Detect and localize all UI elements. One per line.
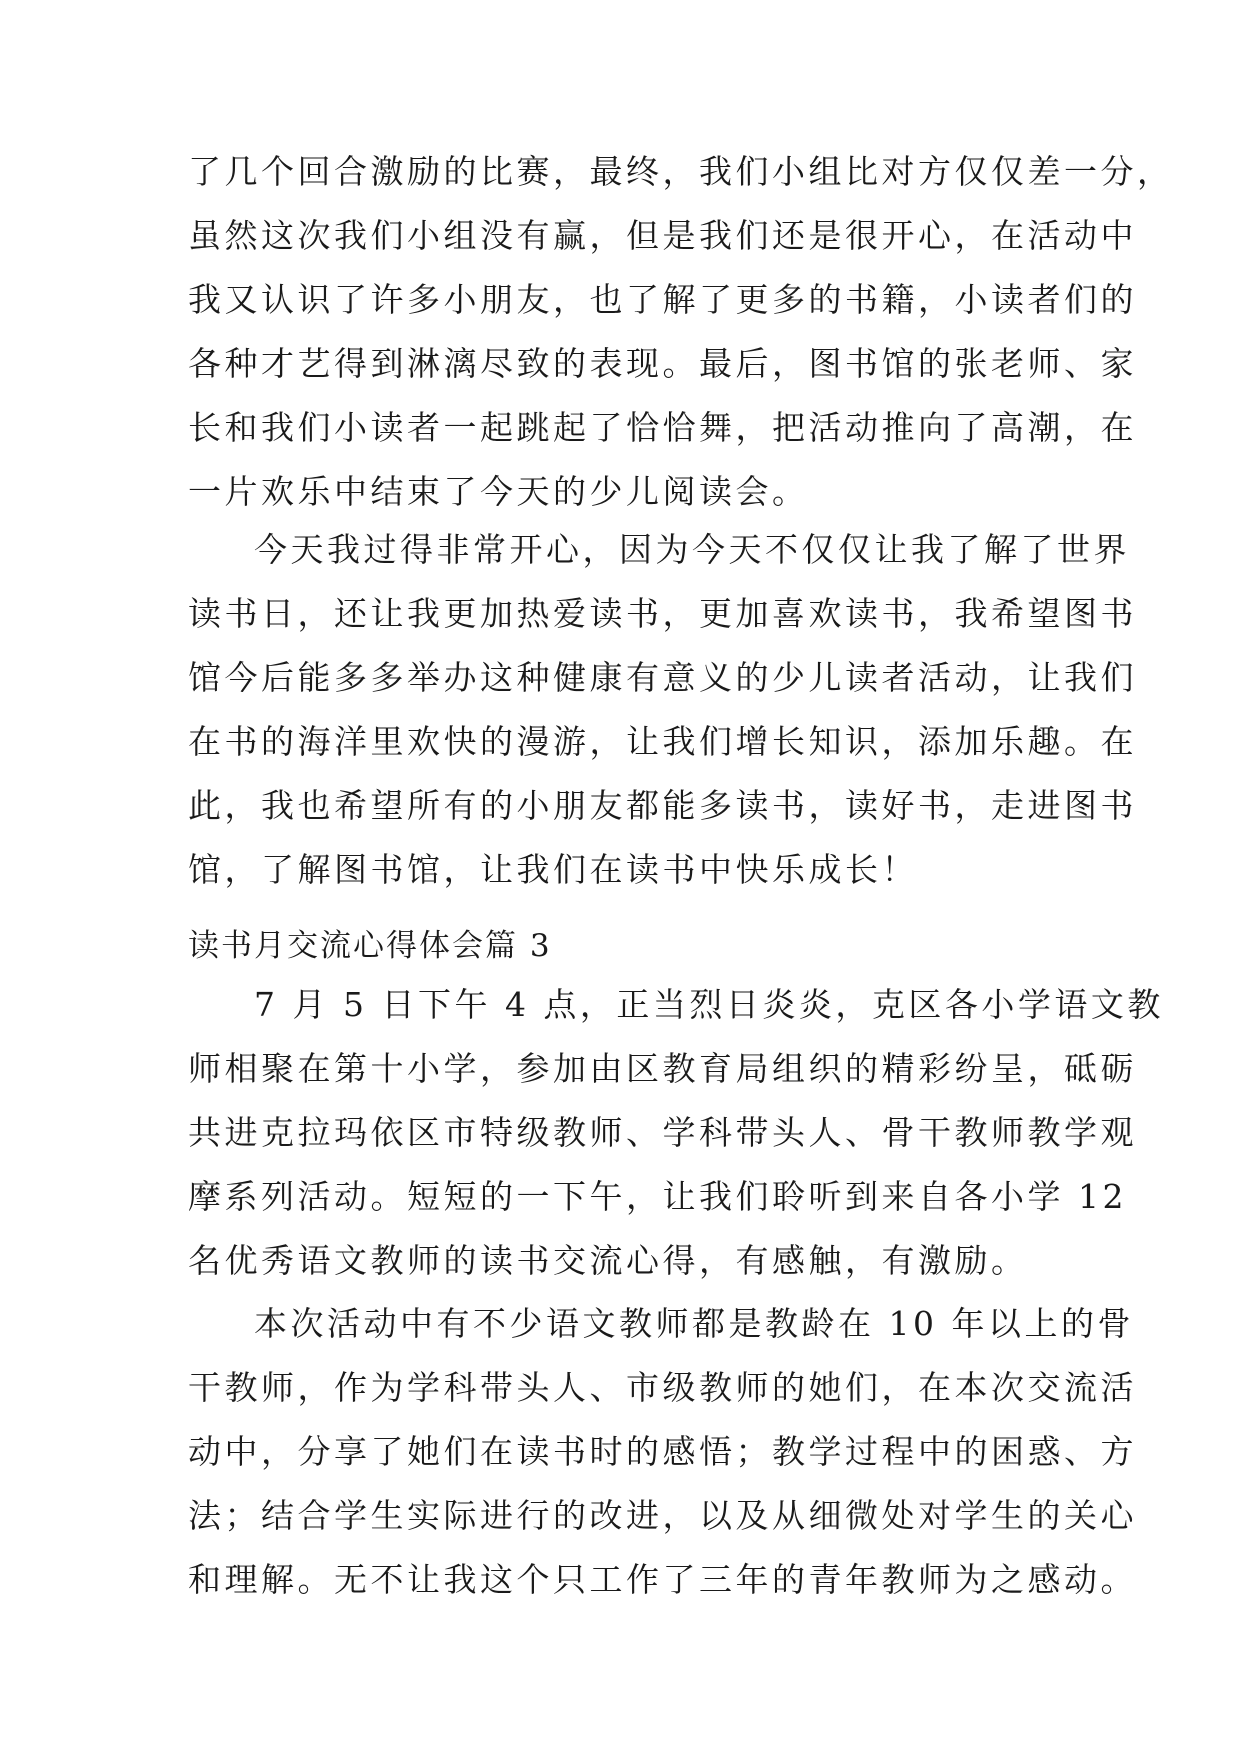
text-line: 各种才艺得到淋漓尽致的表现。最后，图书馆的张老师、家	[188, 344, 1137, 383]
text-line: 和理解。无不让我这个只工作了三年的青年教师为之感动。	[188, 1560, 1137, 1599]
text-line: 共进克拉玛依区市特级教师、学科带头人、骨干教师教学观	[188, 1113, 1137, 1152]
text-line: 了几个回合激励的比赛，最终，我们小组比对方仅仅差一分，	[188, 152, 1174, 191]
text-line: 摩系列活动。短短的一下午，让我们聆听到来自各小学 12	[188, 1177, 1127, 1216]
text-line: 名优秀语文教师的读书交流心得，有感触，有激励。	[188, 1241, 1028, 1280]
text-line: 在书的海洋里欢快的漫游，让我们增长知识，添加乐趣。在	[188, 722, 1137, 761]
text-line: 此，我也希望所有的小朋友都能多读书，读好书，走进图书	[188, 786, 1137, 825]
text-line: 7 月 5 日下午 4 点，正当烈日炎炎，克区各小学语文教	[254, 985, 1164, 1024]
text-line: 干教师，作为学科带头人、市级教师的她们，在本次交流活	[188, 1368, 1137, 1407]
text-line: 一片欢乐中结束了今天的少儿阅读会。	[188, 472, 809, 511]
section-heading: 读书月交流心得体会篇 3	[188, 928, 552, 964]
text-line: 今天我过得非常开心，因为今天不仅仅让我了解了世界	[254, 530, 1130, 569]
section-paragraph-1	[188, 973, 1164, 1293]
text-line: 馆今后能多多举办这种健康有意义的少儿读者活动，让我们	[188, 658, 1137, 697]
text-line: 师相聚在第十小学，参加由区教育局组织的精彩纷呈，砥砺	[188, 1049, 1137, 1088]
continuation-paragraph	[188, 140, 1174, 524]
text-line: 虽然这次我们小组没有赢，但是我们还是很开心，在活动中	[188, 216, 1137, 255]
text-line: 我又认识了许多小朋友，也了解了更多的书籍，小读者们的	[188, 280, 1137, 319]
text-line: 馆，了解图书馆，让我们在读书中快乐成长！	[188, 850, 918, 889]
text-line: 本次活动中有不少语文教师都是教龄在 10 年以上的骨	[254, 1304, 1134, 1343]
section-heading-block	[188, 914, 1068, 978]
text-line: 长和我们小读者一起跳起了恰恰舞，把活动推向了高潮，在	[188, 408, 1137, 447]
text-line: 动中，分享了她们在读书时的感悟；教学过程中的困惑、方	[188, 1432, 1137, 1471]
closing-paragraph	[188, 518, 1137, 902]
text-line: 读书日，还让我更加热爱读书，更加喜欢读书，我希望图书	[188, 594, 1137, 633]
text-line: 法；结合学生实际进行的改进，以及从细微处对学生的关心	[188, 1496, 1137, 1535]
section-paragraph-2	[188, 1292, 1137, 1612]
